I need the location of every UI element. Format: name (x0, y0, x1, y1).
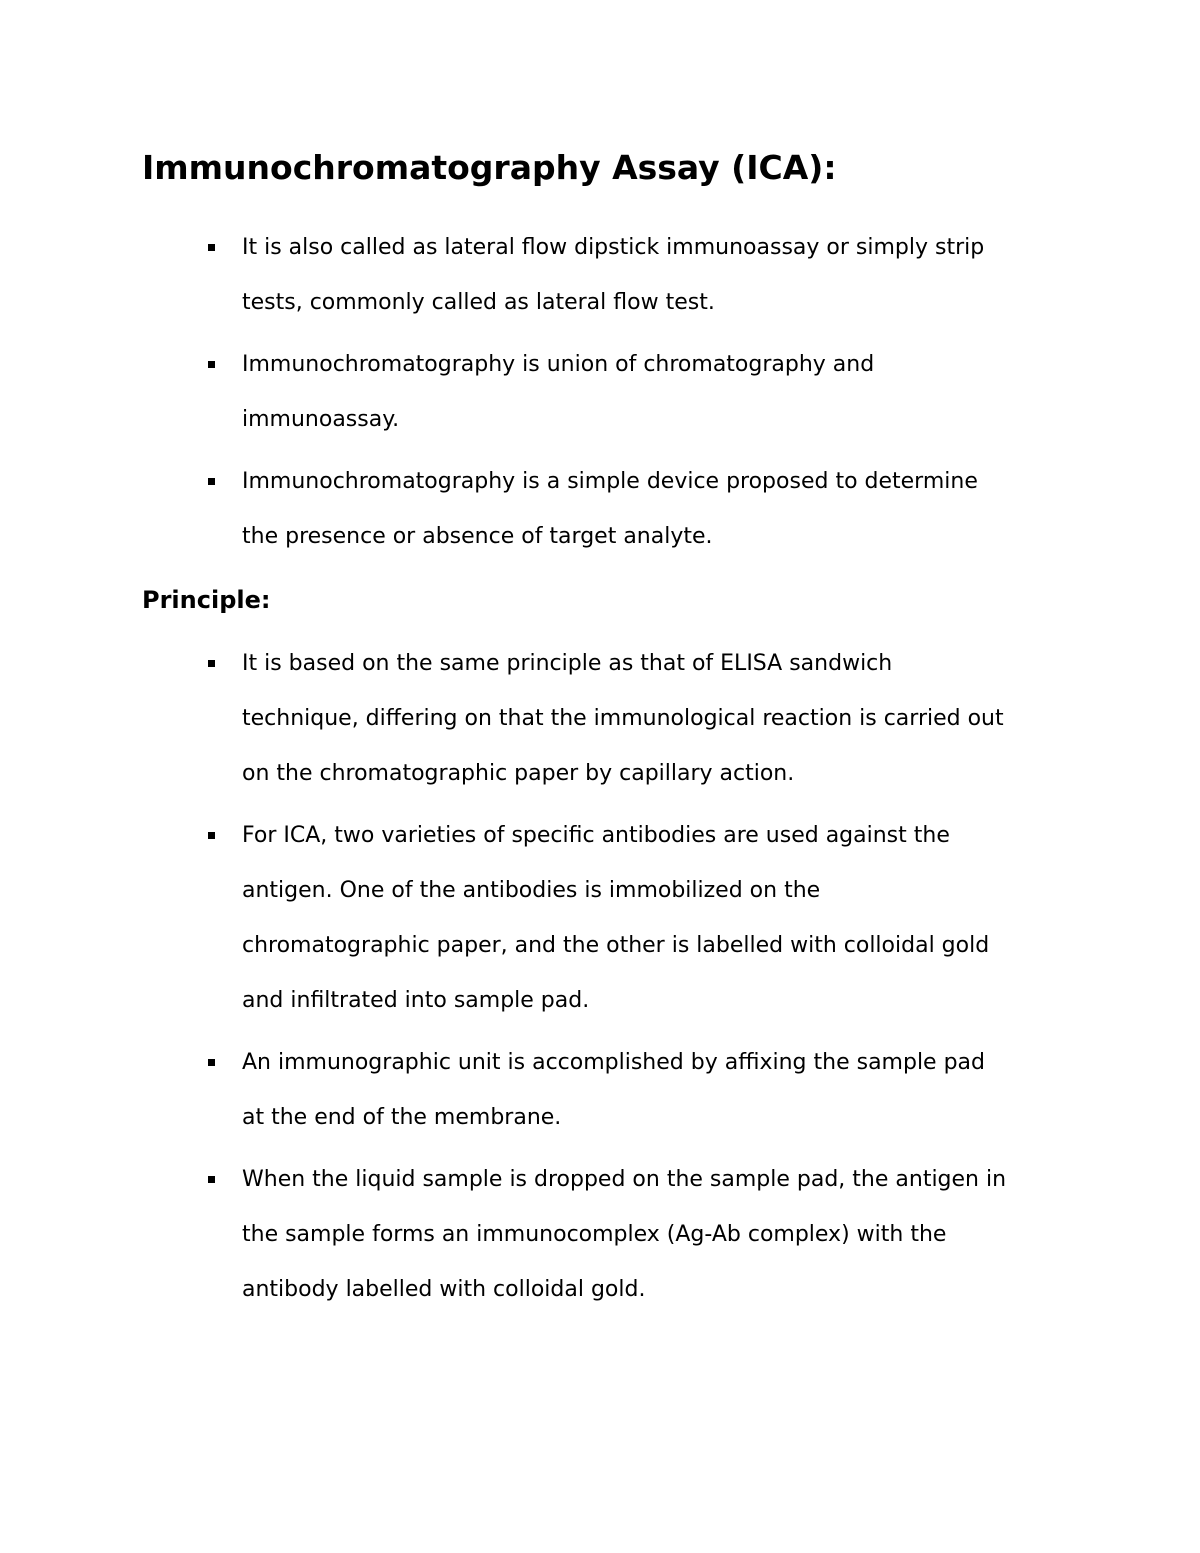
list-item-line: An immunographic unit is accomplished by affixing the sample pad (242, 1050, 985, 1075)
list-item-line: antigen. One of the antibodies is immobilized on the (242, 878, 821, 903)
document-title: Immunochromatography Assay (ICA): (142, 148, 837, 187)
list-item-line: at the end of the membrane. (242, 1105, 562, 1130)
list-item-line: When the liquid sample is dropped on the sample pad, the antigen in (242, 1167, 1007, 1192)
principle-bullet-list (142, 636, 1082, 1324)
list-item-line: on the chromatographic paper by capillary action. (242, 761, 795, 786)
list-item (142, 1152, 1082, 1317)
list-item-line: It is also called as lateral flow dipstick immunoassay or simply strip (242, 235, 985, 260)
list-item (142, 1035, 1082, 1145)
list-item (142, 454, 1082, 564)
square-bullet-icon (208, 660, 215, 667)
square-bullet-icon (208, 361, 215, 368)
list-item-line: the presence or absence of target analyte. (242, 524, 713, 549)
list-item-line: the sample forms an immunocomplex (Ag-Ab complex) with the (242, 1222, 947, 1247)
list-item-line: Immunochromatography is union of chromatography and (242, 352, 875, 377)
list-item-line: and infiltrated into sample pad. (242, 988, 590, 1013)
intro-bullet-list (142, 220, 1082, 571)
list-item-line: chromatographic paper, and the other is labelled with colloidal gold (242, 933, 990, 958)
list-item (142, 636, 1082, 801)
list-item-line: technique, differing on that the immunological reaction is carried out (242, 706, 1004, 731)
list-item-line: antibody labelled with colloidal gold. (242, 1277, 646, 1302)
list-item-line: It is based on the same principle as that of ELISA sandwich (242, 651, 893, 676)
list-item (142, 337, 1082, 447)
square-bullet-icon (208, 1176, 215, 1183)
list-item-line: immunoassay. (242, 407, 400, 432)
list-item-line: Immunochromatography is a simple device proposed to determine (242, 469, 978, 494)
square-bullet-icon (208, 1059, 215, 1066)
list-item-line: tests, commonly called as lateral flow test. (242, 290, 715, 315)
list-item (142, 808, 1082, 1028)
square-bullet-icon (208, 478, 215, 485)
list-item-line: For ICA, two varieties of specific antibodies are used against the (242, 823, 950, 848)
principle-heading: Principle: (142, 586, 271, 614)
list-item (142, 220, 1082, 330)
square-bullet-icon (208, 244, 215, 251)
square-bullet-icon (208, 832, 215, 839)
